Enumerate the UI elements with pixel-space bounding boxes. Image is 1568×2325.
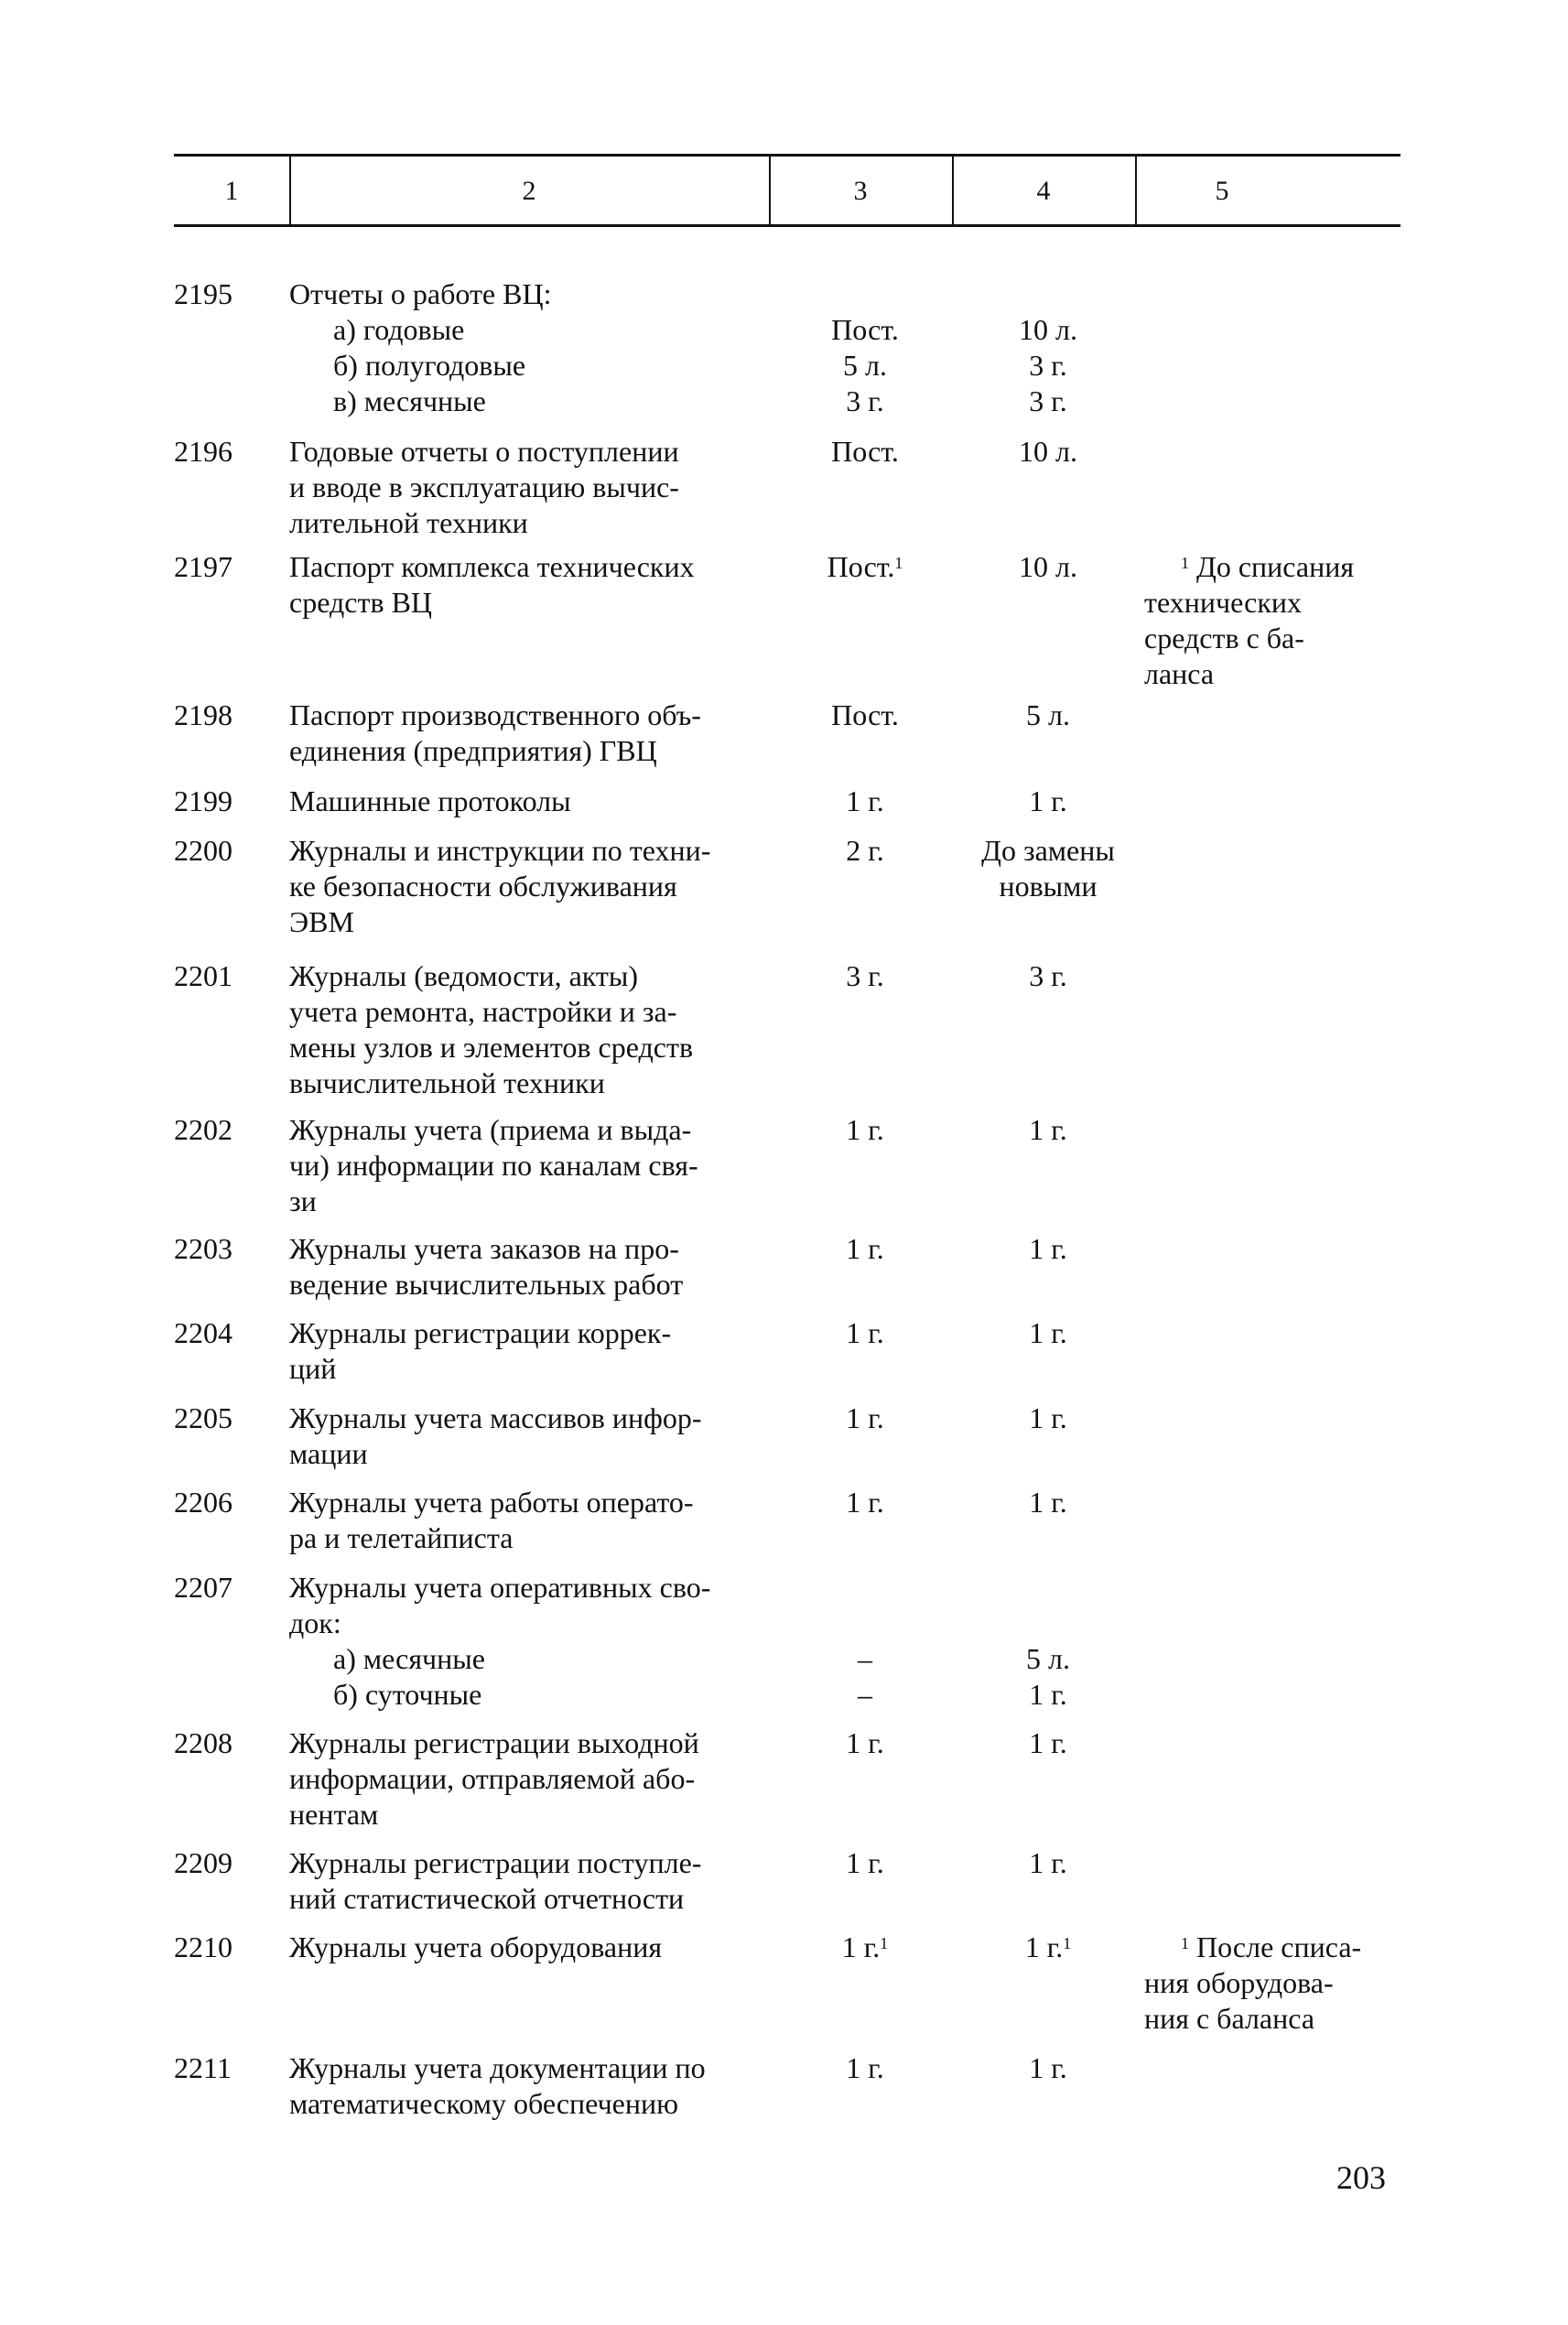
row-number: 2202 xyxy=(174,1113,232,1146)
row-number: 2200 xyxy=(174,834,232,867)
col-3-text: 1 г. xyxy=(841,1930,881,1963)
spacer xyxy=(952,1606,1144,1641)
col-3-value xyxy=(787,1400,943,1436)
header-col-1: 1 xyxy=(224,176,239,206)
col-3-text: 1 г. xyxy=(846,1486,884,1519)
retention-col-4 xyxy=(952,1930,1144,1965)
row-title-line: лительной техники xyxy=(289,506,528,539)
table-header xyxy=(174,154,1400,227)
sub-item-col-4: 10 л. xyxy=(1019,313,1077,346)
retention-col-4 xyxy=(952,698,1144,733)
row-title-line: док: xyxy=(289,1606,341,1639)
row-title-line: ке безопасности обслуживания xyxy=(289,870,677,903)
footnote-line xyxy=(1144,585,1410,621)
retention-col-4 xyxy=(952,1400,1144,1436)
row-title xyxy=(289,784,784,819)
sub-item-col-4: 1 г. xyxy=(1029,1678,1067,1711)
row-number: 2199 xyxy=(174,784,232,817)
col-4-text: 1 г. xyxy=(1029,1401,1067,1434)
col-3-value xyxy=(787,434,943,470)
header-bottom-rule xyxy=(174,224,1400,227)
col-4-text: 1 г. xyxy=(1029,1486,1067,1519)
row-title xyxy=(289,434,784,541)
row-title xyxy=(289,1485,784,1556)
col-3-text: 1 г. xyxy=(846,784,884,817)
sub-item-label: б) полугодовые xyxy=(333,349,526,382)
col-3-value xyxy=(787,958,943,994)
col-3-value xyxy=(787,1725,943,1761)
retention-col-3 xyxy=(787,958,943,994)
row-number: 2196 xyxy=(174,435,232,468)
retention-col-4 xyxy=(952,434,1144,470)
header-top-rule xyxy=(174,154,1400,157)
retention-col-3 xyxy=(787,434,943,470)
retention-col-4 xyxy=(952,276,1144,419)
retention-col-3 xyxy=(787,698,943,733)
row-title-line: информации, отправляемой або- xyxy=(289,1762,696,1795)
col-4-value xyxy=(952,1485,1144,1520)
col-4-text: 1 г. xyxy=(1029,1232,1067,1265)
row-title-line: Журналы регистрации поступле- xyxy=(289,1846,702,1879)
row-title xyxy=(289,1845,784,1917)
row-title xyxy=(289,698,784,769)
col-3-text: 3 г. xyxy=(846,959,884,992)
sub-item-col-3: – xyxy=(858,1678,872,1711)
col-3-text: Пост. xyxy=(831,698,899,731)
col-4-value xyxy=(952,958,1144,994)
row-title-line: Годовые отчеты о поступлении xyxy=(289,435,679,468)
col-4-text: 5 л. xyxy=(1026,698,1070,731)
row-title-line: Журналы регистрации выходной xyxy=(289,1726,699,1759)
spacer xyxy=(787,1570,943,1606)
row-title-line: ра и телетайписта xyxy=(289,1521,514,1554)
row-title-line: единения (предприятия) ГВЦ xyxy=(289,734,657,767)
footnote-line xyxy=(1144,1930,1410,1965)
col-4-text: 3 г. xyxy=(1029,959,1067,992)
spacer xyxy=(787,276,943,312)
col-4-line: новыми xyxy=(999,870,1098,903)
col-4-value xyxy=(952,698,1144,733)
retention-col-4 xyxy=(952,958,1144,994)
col-4-value xyxy=(952,1845,1144,1881)
col-4-text: 10 л. xyxy=(1019,435,1077,468)
row-title xyxy=(289,1725,784,1833)
footnote-text: технических xyxy=(1144,586,1302,619)
retention-col-3 xyxy=(787,1400,943,1436)
col-3-text: 1 г. xyxy=(846,1401,884,1434)
row-title xyxy=(289,958,784,1101)
col-4-text: 1 г. xyxy=(1029,1726,1067,1759)
retention-col-4 xyxy=(952,1845,1144,1881)
row-title-line: Журналы учета (приема и выда- xyxy=(289,1113,692,1146)
row-title-line: мации xyxy=(289,1437,368,1470)
sub-item-col-3: Пост. xyxy=(831,313,899,346)
footnote-line xyxy=(1144,549,1410,585)
row-title xyxy=(289,2050,784,2122)
row-title-line: Журналы регистрации коррек- xyxy=(289,1316,672,1349)
footnote-text: ния оборудова- xyxy=(1144,1966,1334,1999)
row-number: 2207 xyxy=(174,1571,232,1604)
col-3-value xyxy=(787,1231,943,1267)
col-3-value xyxy=(787,1315,943,1351)
footnote-mark: 1 xyxy=(880,1934,889,1952)
footnote-line xyxy=(1144,2001,1410,2037)
row-number: 2205 xyxy=(174,1401,232,1434)
col-4-value xyxy=(952,1930,1144,1965)
col-3-value xyxy=(787,1845,943,1881)
row-title xyxy=(289,1570,784,1713)
row-title-line: математическому обеспечению xyxy=(289,2087,679,2120)
row-title xyxy=(289,276,784,419)
sub-item-col-3: – xyxy=(858,1642,872,1675)
col-3-value xyxy=(787,784,943,819)
sub-item-label: б) суточные xyxy=(333,1678,482,1711)
retention-col-3 xyxy=(787,1485,943,1520)
col-4-text: 1 г. xyxy=(1024,1930,1064,1963)
col-4-text: 1 г. xyxy=(1029,1113,1067,1146)
header-col-3: 3 xyxy=(853,176,868,206)
retention-col-3 xyxy=(787,1845,943,1881)
retention-col-3 xyxy=(787,1930,943,1965)
row-title xyxy=(289,549,784,621)
row-title-line: Журналы (ведомости, акты) xyxy=(289,959,639,992)
col-3-text: Пост. xyxy=(831,435,899,468)
retention-col-3 xyxy=(787,833,943,869)
col-3-value xyxy=(787,1112,943,1148)
retention-col-4 xyxy=(952,833,1144,904)
sub-item-col-4: 3 г. xyxy=(1029,349,1067,382)
col-3-value xyxy=(787,2050,943,2086)
col-3-value xyxy=(787,549,943,585)
row-title-line: Паспорт комплекса технических xyxy=(289,550,695,583)
col-4-text: 1 г. xyxy=(1029,2051,1067,2084)
footnote-text: До списания xyxy=(1196,550,1355,583)
sub-item-col-4: 5 л. xyxy=(1026,1642,1070,1675)
col-4-value xyxy=(952,1231,1144,1267)
col-4-value xyxy=(952,1725,1144,1761)
col-4-value xyxy=(952,1112,1144,1148)
row-number: 2210 xyxy=(174,1930,232,1963)
row-title xyxy=(289,1930,784,1965)
spacer xyxy=(952,276,1144,312)
row-title-line: Машинные протоколы xyxy=(289,784,571,817)
col-3-text: 2 г. xyxy=(846,834,884,867)
retention-col-4 xyxy=(952,2050,1144,2086)
retention-col-4 xyxy=(952,1485,1144,1520)
row-title-line: Журналы учета оборудования xyxy=(289,1930,663,1963)
row-number: 2197 xyxy=(174,550,232,583)
col-4-value xyxy=(952,1400,1144,1436)
col-3-text: 1 г. xyxy=(846,1232,884,1265)
row-title-line: Паспорт производственного объ- xyxy=(289,698,701,731)
row-title-line: чи) информации по каналам свя- xyxy=(289,1149,698,1182)
page-number: 203 xyxy=(1336,2159,1386,2196)
retention-col-4 xyxy=(952,1570,1144,1713)
retention-col-3 xyxy=(787,1112,943,1148)
sub-item-label: а) месячные xyxy=(333,1642,485,1675)
sub-item-col-4: 3 г. xyxy=(1029,384,1067,417)
retention-col-3 xyxy=(787,549,943,585)
header-col-2: 2 xyxy=(522,176,536,206)
footnote-line xyxy=(1144,1965,1410,2001)
retention-col-3 xyxy=(787,784,943,819)
row-title-line: Журналы учета массивов инфор- xyxy=(289,1401,702,1434)
col-4-text: 1 г. xyxy=(1029,784,1067,817)
row-number: 2195 xyxy=(174,277,232,310)
col-4-value xyxy=(952,1315,1144,1351)
col-4-text: 1 г. xyxy=(1029,1316,1067,1349)
row-title xyxy=(289,1231,784,1303)
row-title-line: Журналы учета оперативных сво- xyxy=(289,1571,711,1604)
footnote-mark: 1 xyxy=(894,554,903,572)
sub-item-col-3: 5 л. xyxy=(843,349,887,382)
row-title-line: ЭВМ xyxy=(289,905,354,938)
row-title-line: Журналы учета документации по xyxy=(289,2051,706,2084)
footnote-text: средств с ба- xyxy=(1144,622,1304,654)
col-3-text: 1 г. xyxy=(846,1726,884,1759)
retention-col-4 xyxy=(952,1112,1144,1148)
row-number: 2208 xyxy=(174,1726,232,1759)
retention-col-3 xyxy=(787,1570,943,1713)
row-number: 2211 xyxy=(174,2051,232,2084)
row-title-line: мены узлов и элементов средств xyxy=(289,1031,694,1064)
col-4-value xyxy=(952,549,1144,585)
col-3-text: 1 г. xyxy=(846,1113,884,1146)
row-number: 2198 xyxy=(174,698,232,731)
row-title-line: средств ВЦ xyxy=(289,586,433,619)
col-4-value xyxy=(952,2050,1144,2086)
retention-col-3 xyxy=(787,1725,943,1761)
footnote-text: ния с баланса xyxy=(1144,2002,1315,2035)
col-3-text: Пост. xyxy=(827,550,895,583)
header-col-5: 5 xyxy=(1215,176,1229,206)
header-col-4: 4 xyxy=(1036,176,1051,206)
col-3-text: 1 г. xyxy=(846,1846,884,1879)
row-title-line: ций xyxy=(289,1352,337,1385)
footnote-mark: 1 xyxy=(1063,1934,1072,1952)
footnote-note xyxy=(1144,549,1410,692)
spacer xyxy=(952,1570,1144,1606)
row-title-line: Журналы учета работы операто- xyxy=(289,1486,694,1519)
col-4-text: 10 л. xyxy=(1019,550,1077,583)
col-3-text: 1 г. xyxy=(846,2051,884,2084)
row-number: 2204 xyxy=(174,1316,232,1349)
footnote-mark: 1 xyxy=(1181,1934,1189,1952)
row-title-line: учета ремонта, настройки и за- xyxy=(289,995,677,1028)
retention-col-3 xyxy=(787,2050,943,2086)
row-title-line: и вводе в эксплуатацию вычис- xyxy=(289,470,679,503)
col-3-value xyxy=(787,1485,943,1520)
row-title xyxy=(289,1112,784,1219)
row-number: 2206 xyxy=(174,1486,232,1519)
row-title xyxy=(289,1315,784,1387)
row-title xyxy=(289,1400,784,1472)
footnote-text: После списа- xyxy=(1196,1930,1362,1963)
retention-col-4 xyxy=(952,1315,1144,1351)
row-title-line: нентам xyxy=(289,1798,379,1831)
row-title-line: Отчеты о работе ВЦ: xyxy=(289,277,552,310)
row-number: 2201 xyxy=(174,959,232,992)
row-title-line: Журналы и инструкции по техни- xyxy=(289,834,711,867)
col-3-value xyxy=(787,698,943,733)
retention-col-4 xyxy=(952,784,1144,819)
retention-col-4 xyxy=(952,1725,1144,1761)
col-4-line: До замены xyxy=(981,834,1115,867)
row-title-line: ведение вычислительных работ xyxy=(289,1268,684,1301)
footnote-mark: 1 xyxy=(1181,554,1189,572)
row-title-line: ний статистической отчетности xyxy=(289,1882,685,1915)
retention-col-3 xyxy=(787,1231,943,1267)
row-title xyxy=(289,833,784,940)
col-3-text: 1 г. xyxy=(846,1316,884,1349)
retention-col-3 xyxy=(787,1315,943,1351)
row-title-line: Журналы учета заказов на про- xyxy=(289,1232,679,1265)
retention-col-4 xyxy=(952,1231,1144,1267)
footnote-note xyxy=(1144,1930,1410,2037)
sub-item-col-3: 3 г. xyxy=(846,384,884,417)
col-4-value xyxy=(952,434,1144,470)
retention-col-3 xyxy=(787,276,943,419)
footnote-line xyxy=(1144,621,1410,656)
footnote-line xyxy=(1144,656,1410,692)
sub-item-label: в) месячные xyxy=(333,384,486,417)
row-number: 2203 xyxy=(174,1232,232,1265)
col-3-value xyxy=(787,1930,943,1965)
footnote-text: ланса xyxy=(1144,657,1215,690)
row-number: 2209 xyxy=(174,1846,232,1879)
sub-item-label: а) годовые xyxy=(333,313,465,346)
col-4-text: 1 г. xyxy=(1029,1846,1067,1879)
spacer xyxy=(787,1606,943,1641)
row-title-line: зи xyxy=(289,1184,317,1217)
retention-col-4 xyxy=(952,549,1144,585)
row-title-line: вычислительной техники xyxy=(289,1066,605,1099)
col-3-value xyxy=(787,833,943,869)
col-4-value xyxy=(952,784,1144,819)
